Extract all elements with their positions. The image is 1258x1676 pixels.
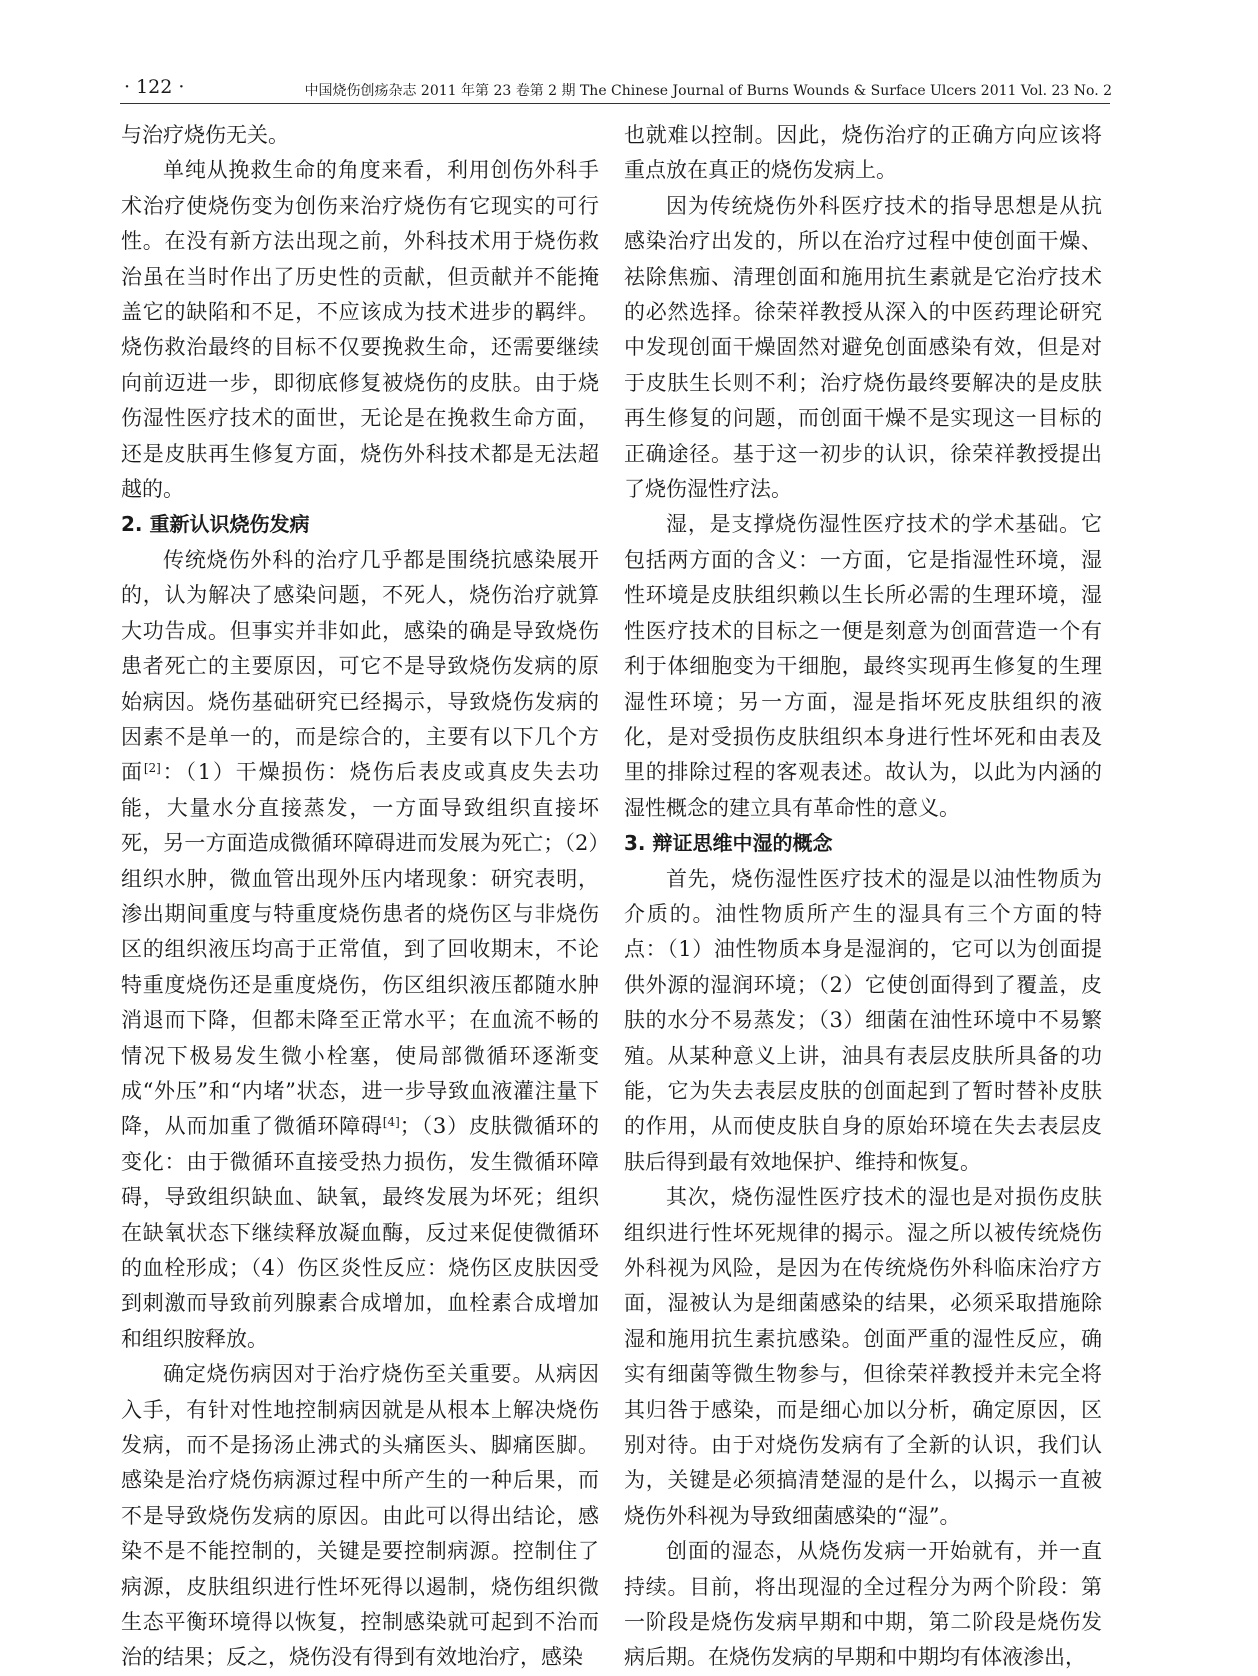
citation-ref: [2]	[143, 761, 161, 776]
paragraph-text: ；（3）皮肤微循环的变化：由于微循环直接受热力损伤，发生微循环障碍，导致组织缺血、缺氧，最终发展为坏死；组织在缺氧状态下继续释放凝血酶，反过来促使微循环的血栓形成；（4）伤区炎性反应：烧伤区皮肤因受到刺激而导致前列腺素合成增加，血栓素合成增加和组织胺释放。	[121, 1114, 599, 1351]
paragraph: 湿，是支撑烧伤湿性医疗技术的学术基础。它包括两方面的含义：一方面，它是指湿性环境，湿性环境是皮肤组织赖以生长所必需的生理环境，湿性医疗技术的目标之一便是刻意为创面营造一个有利于体细胞变为干细胞，最终实现再生修复的生理湿性环境；另一方面，湿是指坏死皮肤组织的液化，是对受损伤皮肤组织本身进行性坏死和由表及里的排除过程的客观表述。故认为，以此为内涵的湿性概念的建立具有革命性的意义。	[624, 512, 1102, 820]
section-heading: 3. 辩证思维中湿的概念	[624, 831, 833, 856]
left-column	[121, 118, 599, 1676]
paragraph: 确定烧伤病因对于治疗烧伤至关重要。从病因入手，有针对性地控制病因就是从根本上解决烧伤发病，而不是扬汤止沸式的头痛医头、脚痛医脚。感染是治疗烧伤病源过程中所产生的一种后果，而不是导致烧伤发病的原因。由此可以得出结论，感染不是不能控制的，关键是要控制病源。控制住了病源，皮肤组织进行性坏死得以遏制，烧伤组织微生态平衡环境得以恢复，控制感染就可起到不治而治的结果；反之，烧伤没有得到有效地治疗，感染	[121, 1362, 599, 1670]
running-header	[112, 74, 1112, 104]
header-rule	[120, 103, 1110, 104]
paragraph-text: 传统烧伤外科的治疗几乎都是围绕抗感染展开的，认为解决了感染问题，不死人，烧伤治疗就算大功告成。但事实并非如此，感染的确是导致烧伤患者死亡的主要原因，可它不是导致烧伤发病的原始病因。烧伤基础研究已经揭示，导致烧伤发病的因素不是单一的，而是综合的，主要有以下几个方面	[121, 547, 599, 785]
page-number: · 122 ·	[124, 76, 185, 98]
paragraph: 与治疗烧伤无关。	[121, 123, 289, 147]
paragraph: 首先，烧伤湿性医疗技术的湿是以油性物质为介质的。油性物质所产生的湿具有三个方面的特点：（1）油性物质本身是湿润的，它可以为创面提供外源的湿润环境；（2）它使创面得到了覆盖，皮肤的水分不易蒸发；（3）细菌在油性环境中不易繁殖。从某种意义上讲，油具有表层皮肤所具备的功能，它为失去表层皮肤的创面起到了暂时替补皮肤的作用，从而使皮肤自身的原始环境在失去表层皮肤后得到最有效地保护、维持和恢复。	[624, 866, 1102, 1174]
paragraph: 单纯从挽救生命的角度来看，利用创伤外科手术治疗使烧伤变为创伤来治疗烧伤有它现实的可行性。在没有新方法出现之前，外科技术用于烧伤救治虽在当时作出了历史性的贡献，但贡献并不能掩盖它的缺陷和不足，不应该成为技术进步的羁绊。烧伤救治最终的目标不仅要挽救生命，还需要继续向前迈进一步，即彻底修复被烧伤的皮肤。由于烧伤湿性医疗技术的面世，无论是在挽救生命方面，还是皮肤再生修复方面，烧伤外科技术都是无法超越的。	[121, 158, 599, 502]
paragraph: 因为传统烧伤外科医疗技术的指导思想是从抗感染治疗出发的，所以在治疗过程中使创面干燥、祛除焦痂、清理创面和施用抗生素就是它治疗技术的必然选择。徐荣祥教授从深入的中医药理论研究中发现创面干燥固然对避免创面感染有效，但是对于皮肤生长则不利；治疗烧伤最终要解决的是皮肤再生修复的问题，而创面干燥不是实现这一目标的正确途径。基于这一初步的认识，徐荣祥教授提出了烧伤湿性疗法。	[624, 193, 1102, 502]
citation-ref: [4]	[382, 1115, 400, 1130]
journal-citation: 中国烧伤创疡杂志 2011 年第 23 卷第 2 期 The Chinese Journal of Burns Wounds & Surface Ulcers 2011 Vol. 23 No. 2	[304, 83, 1112, 99]
paragraph: 也就难以控制。因此，烧伤治疗的正确方向应该将重点放在真正的烧伤发病上。	[624, 123, 1102, 183]
paragraph	[121, 543, 599, 1357]
section-heading: 2. 重新认识烧伤发病	[121, 512, 310, 537]
paragraph: 创面的湿态，从烧伤发病一开始就有，并一直持续。目前，将出现湿的全过程分为两个阶段：第一阶段是烧伤发病早期和中期，第二阶段是烧伤发病后期。在烧伤发病的早期和中期均有体液渗出，	[624, 1539, 1102, 1670]
right-column	[624, 118, 1102, 1676]
paragraph: 其次，烧伤湿性医疗技术的湿也是对损伤皮肤组织进行性坏死规律的揭示。湿之所以被传统烧伤外科视为风险，是因为在传统烧伤外科临床治疗方面，湿被认为是细菌感染的结果，必须采取措施除湿和施用抗生素抗感染。创面严重的湿性反应，确实有细菌等微生物参与，但徐荣祥教授并未完全将其归咎于感染，而是细心加以分析，确定原因，区别对待。由于对烧伤发病有了全新的认识，我们认为，关键是必须搞清楚湿的是什么，以揭示一直被烧伤外科视为导致细菌感染的“湿”。	[624, 1185, 1102, 1528]
paragraph-text: ：（1）干燥损伤：烧伤后表皮或真皮失去功能，大量水分直接蒸发，一方面导致组织直接坏死，另一方面造成微循环障碍进而发展为死亡；（2）组织水肿，微血管出现外压内堵现象：研究表明，渗出期间重度与特重度烧伤患者的烧伤区与非烧伤区的组织液压均高于正常值，到了回收期末，不论特重度烧伤还是重度烧伤，伤区组织液压都随水肿消退而下降，但都未降至正常水平；在血流不畅的情况下极易发生微小栓塞，使局部微循环逐渐变成“外压”和“内堵”状态，进一步导致血液灌注量下降，从而加重了微循环障碍	[121, 760, 600, 1139]
